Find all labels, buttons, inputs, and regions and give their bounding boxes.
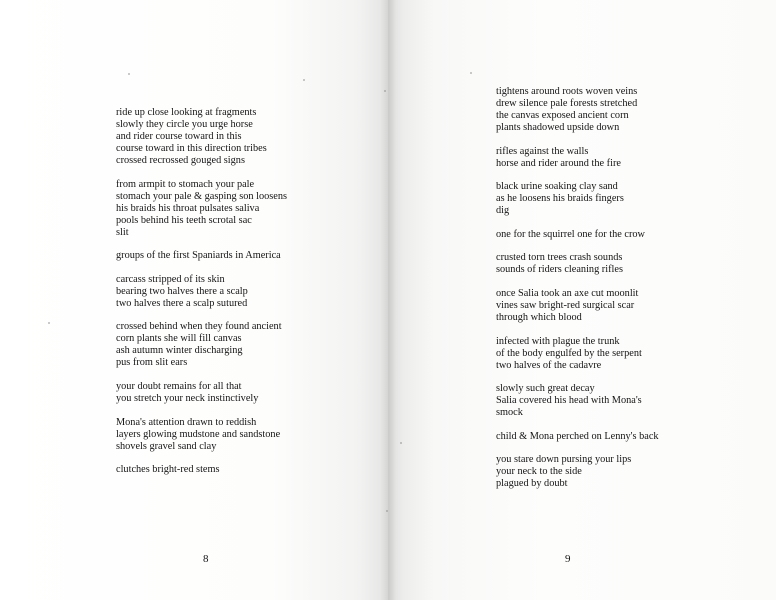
poem-line: from armpit to stomach your pale xyxy=(116,178,255,190)
poem-stanza xyxy=(496,229,756,241)
poem-line: child & Mona perched on Lenny's back xyxy=(496,430,659,442)
poem-line: one for the squirrel one for the crow xyxy=(496,228,645,240)
poem-line: plants shadowed upside down xyxy=(496,122,620,133)
poem-line: bearing two halves there a scalp xyxy=(116,285,248,297)
left-page-number: 8 xyxy=(203,553,209,565)
poem-line: pools behind his teeth scrotal sac xyxy=(116,214,252,226)
poem-line: you stretch your neck instinctively xyxy=(116,392,259,404)
poem-line: dig xyxy=(496,205,510,217)
poem-line: you stare down pursing your lips xyxy=(496,454,632,466)
left-page-poem xyxy=(116,107,366,488)
poem-line: once Salia took an axe cut moonlit xyxy=(496,287,639,299)
paper-speck xyxy=(470,72,472,74)
poem-line: as he loosens his braids fingers xyxy=(496,193,624,205)
poem-line: two halves there a scalp sutured xyxy=(116,297,248,309)
poem-stanza xyxy=(496,146,756,170)
poem-line: corn plants she will fill canvas xyxy=(116,333,242,345)
poem-line: stomach your pale & gasping son loosens xyxy=(116,190,288,202)
poem-stanza xyxy=(116,179,366,239)
poem-line: ride up close looking at fragments xyxy=(116,107,257,118)
poem-line: smock xyxy=(496,407,523,419)
paper-speck xyxy=(303,79,305,81)
poem-line: rifles against the walls xyxy=(496,145,589,157)
poem-line: through which blood xyxy=(496,311,582,323)
poem-line: two halves of the cadavre xyxy=(496,359,602,371)
paper-speck xyxy=(386,510,388,512)
poem-line: the canvas exposed ancient corn xyxy=(496,110,629,121)
poem-line: sounds of riders cleaning rifles xyxy=(496,264,623,276)
poem-stanza xyxy=(116,250,366,262)
poem-stanza xyxy=(116,381,366,405)
poem-line: infected with plague the trunk xyxy=(496,335,620,347)
book-gutter xyxy=(380,0,396,600)
poem-stanza xyxy=(496,181,756,217)
poem-line: layers glowing mudstone and sandstone xyxy=(116,428,281,440)
poem-line: Mona's attention drawn to reddish xyxy=(116,416,257,428)
poem-line: of the body engulfed by the serpent xyxy=(496,347,642,359)
poem-stanza xyxy=(496,454,756,490)
poem-line: clutches bright-red stems xyxy=(116,464,220,476)
poem-line: ash autumn winter discharging xyxy=(116,345,243,357)
poem-line: his braids his throat pulsates saliva xyxy=(116,202,260,214)
poem-stanza xyxy=(496,336,756,372)
paper-speck xyxy=(48,322,50,324)
poem-line: drew silence pale forests stretched xyxy=(496,98,638,109)
poem-stanza xyxy=(496,86,756,134)
right-page xyxy=(388,0,776,600)
poem-line: plagued by doubt xyxy=(496,478,568,490)
poem-line: shovels gravel sand clay xyxy=(116,440,217,452)
poem-stanza xyxy=(116,107,366,167)
poem-line: pus from slit ears xyxy=(116,357,188,369)
poem-line: black urine soaking clay sand xyxy=(496,181,618,193)
right-page-number: 9 xyxy=(565,553,571,565)
poem-stanza xyxy=(116,274,366,310)
poem-line: crossed recrossed gouged signs xyxy=(116,155,245,166)
poem-line: course toward in this direction tribes xyxy=(116,143,267,154)
poem-line: crossed behind when they found ancient xyxy=(116,321,282,333)
poem-stanza xyxy=(496,431,756,443)
poem-line: groups of the first Spaniards in America xyxy=(116,250,281,262)
poem-line: carcass stripped of its skin xyxy=(116,273,225,285)
poem-stanza xyxy=(496,383,756,419)
poem-stanza xyxy=(496,252,756,276)
poem-line: and rider course toward in this xyxy=(116,131,242,142)
poem-line: Salia covered his head with Mona's xyxy=(496,395,642,407)
poem-line: your doubt remains for all that xyxy=(116,380,242,392)
poem-line: your neck to the side xyxy=(496,466,582,478)
poem-stanza xyxy=(116,321,366,369)
paper-speck xyxy=(400,442,402,444)
poem-stanza xyxy=(496,288,756,324)
paper-speck xyxy=(128,73,130,75)
poem-stanza xyxy=(116,417,366,453)
poem-stanza xyxy=(116,464,366,476)
poem-line: crusted torn trees crash sounds xyxy=(496,252,623,264)
poem-line: tightens around roots woven veins xyxy=(496,86,638,97)
right-page-poem xyxy=(496,86,756,502)
poem-line: slit xyxy=(116,226,129,238)
poem-line: vines saw bright-red surgical scar xyxy=(496,299,635,311)
poem-line: slowly such great decay xyxy=(496,383,595,395)
poem-line: horse and rider around the fire xyxy=(496,157,621,169)
poem-line: slowly they circle you urge horse xyxy=(116,119,253,130)
paper-speck xyxy=(384,90,386,92)
